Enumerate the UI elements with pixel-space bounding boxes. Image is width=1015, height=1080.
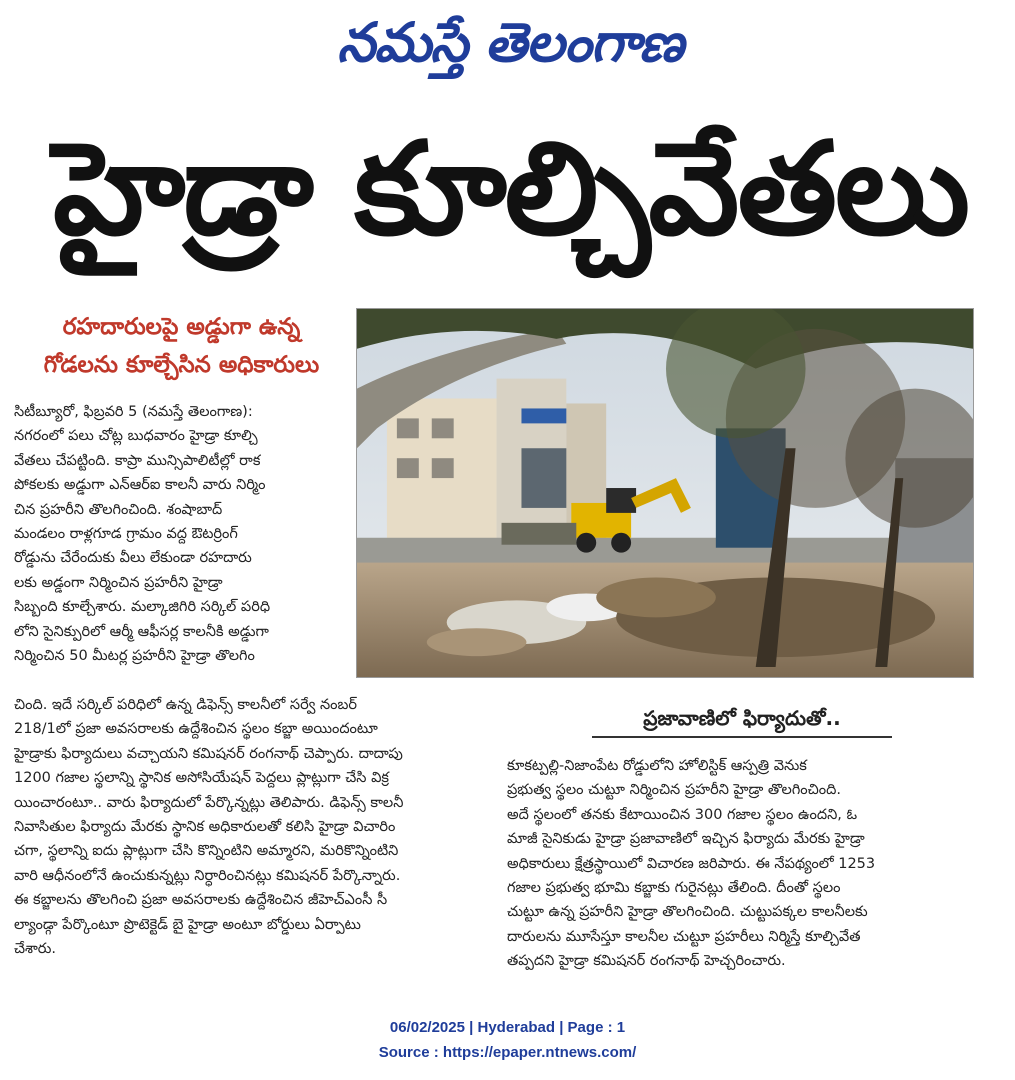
article-line: సిటీబ్యూరో, ఫిబ్రవరి 5 (నమస్తే తెలంగాణ): — [14, 404, 253, 420]
article-line: నగరంలో పలు చోట్ల బుధవారం హైడ్రా కూల్చి — [14, 428, 258, 445]
side-article-line: దారులను మూసేస్తూ కాలనీల చుట్టూ ప్రహరీలు నిర్మిస్తే కూల్చివేత — [507, 928, 861, 945]
article-line: హైడ్రాకు ఫిర్యాదులు వచ్చాయని కమిషనర్ రంగనాథ్ చెప్పారు. దాదాపు — [14, 745, 403, 762]
subheadline-line-1: రహదారులపై అడ్డుగా ఉన్న — [62, 314, 301, 340]
article-line: చేశారు. — [14, 941, 57, 958]
article-line: చగా, స్థలాన్ని ఐదు ప్లాట్లుగా చేసి కొన్నింటిని అమ్మారని, మరికొన్నింటిని — [14, 843, 399, 860]
newspaper-masthead: నమస్తే తెలంగాణ — [337, 11, 683, 74]
side-article-line: అధికారులు క్షేత్రస్థాయిలో విచారణ జరిపారు. ఈ నేపథ్యంలో 1253 — [507, 855, 876, 872]
article-line: చింది. ఇదే సర్కిల్ పరిధిలో ఉన్న డిఫెన్స్ కాలనీలో సర్వే నంబర్ — [14, 697, 357, 713]
article-line: నిర్మించిన 50 మీటర్ల ప్రహరీని హైడ్రా తొలగిం — [14, 648, 255, 665]
side-article-line: చుట్టూ ఉన్న ప్రహరీని హైడ్రా తొలగించింది. చుట్టుపక్కల కాలనీలకు — [507, 904, 868, 921]
side-article-line: అదే స్థలంలో తనకు కేటాయించిన 300 గజాల స్థలం ఉందని, ఓ — [507, 806, 858, 823]
article-line: వేతలు చేపట్టింది. కాప్రా మున్సిపాలిటీల్లో రాక — [14, 452, 261, 469]
article-line: లోని సైనిక్పురిలో ఆర్మీ ఆఫీసర్ల కాలనీకి అడ్డుగా — [14, 623, 269, 640]
article-line: పోకలకు అడ్డుగా ఎన్ఆర్ఐ కాలనీ వారు నిర్మిం — [14, 477, 266, 494]
article-line: 218/1లో ప్రజా అవసరాలకు ఉద్దేశించిన స్థలం కబ్జా అయిందంటూ — [14, 721, 378, 738]
article-line: నివాసితుల ఫిర్యాదు మేరకు స్థానిక అధికారులతో కలిసి హైడ్రా విచారిం — [14, 819, 396, 836]
article-body-top — [14, 400, 352, 668]
page-footer — [0, 1015, 1015, 1065]
subheadline-line-2: గోడలను కూల్చేసిన అధికారులు — [43, 352, 320, 378]
side-article-heading: ప్రజావాణిలో ఫిర్యాదుతో.. — [592, 698, 892, 738]
footer-source-link[interactable]: Source : https://epaper.ntnews.com/ — [378, 1044, 637, 1061]
article-line: ఈ కబ్జాలను తొలగించి ప్రజా అవసరాలకు ఉద్దేశించిన జీహెచ్ఎంసీ సీ — [14, 892, 388, 909]
article-headline: హైడ్రా కూల్చివేతలు — [52, 115, 969, 264]
article-line: ల్యాండ్గా పేర్కొంటూ ప్రొటెక్టెడ్ బై హైడ్రా అంటూ బోర్డులు ఏర్పాటు — [14, 916, 361, 933]
article-line: 1200 గజాల స్థలాన్ని స్థానిక అసోసియేషన్ పెద్దలు ప్లాట్లుగా చేసి విక్ర — [14, 770, 389, 787]
side-article-line: మాజీ సైనికుడు హైడ్రా ప్రజావాణిలో ఇచ్చిన ఫిర్యాదు మేరకు హైడ్రా — [507, 831, 865, 848]
demolition-site-photo — [356, 308, 974, 678]
article-line: వారి ఆధీనంలోనే ఉంచుకున్నట్లు నిర్ధారించినట్లు కమిషనర్ పేర్కొన్నారు. — [14, 867, 401, 884]
side-article-line: తప్పదని హైడ్రా కమిషనర్ రంగనాథ్ హెచ్చరించారు. — [507, 953, 786, 970]
article-line: మండలం రాళ్లగూడ గ్రామం వద్ద ఔటర్రింగ్ — [14, 526, 238, 543]
side-article-line: గజాల ప్రభుత్వ భూమి కబ్జాకు గురైనట్లు తేలింది. దీంతో స్థలం — [507, 880, 841, 897]
article-line: సిబ్బంది కూల్చేశారు. మల్కాజిగిరి సర్కిల్ పరిధి — [14, 599, 271, 616]
article-body-bottom — [14, 693, 492, 961]
footer-date-edition: 06/02/2025 | Hyderabad | Page : 1 — [389, 1019, 626, 1036]
side-article-line: ప్రభుత్వ స్థలం చుట్టూ నిర్మించిన ప్రహరీని హైడ్రా తొలగించింది. — [507, 782, 841, 799]
article-subheadline — [14, 308, 349, 388]
article-line: యించారంటూ.. వారు ఫిర్యాదులో పేర్కొన్నట్లు తెలిపారు. డిఫెన్స్ కాలనీ — [14, 794, 404, 811]
article-line: రోడ్డును చేరేందుకు వీలు లేకుండా రహదారు — [14, 550, 252, 567]
article-line: లకు అడ్డంగా నిర్మించిన ప్రహరీని హైడ్రా — [14, 574, 223, 591]
side-article-body — [507, 754, 977, 974]
article-line: చిన ప్రహరీని తొలగించింది. శంషాబాద్ — [14, 501, 223, 518]
side-article-line: కూకట్పల్లి-నిజాంపేట రోడ్డులోని హోలిస్టిక్ ఆస్పత్రి వెనుక — [507, 758, 807, 774]
